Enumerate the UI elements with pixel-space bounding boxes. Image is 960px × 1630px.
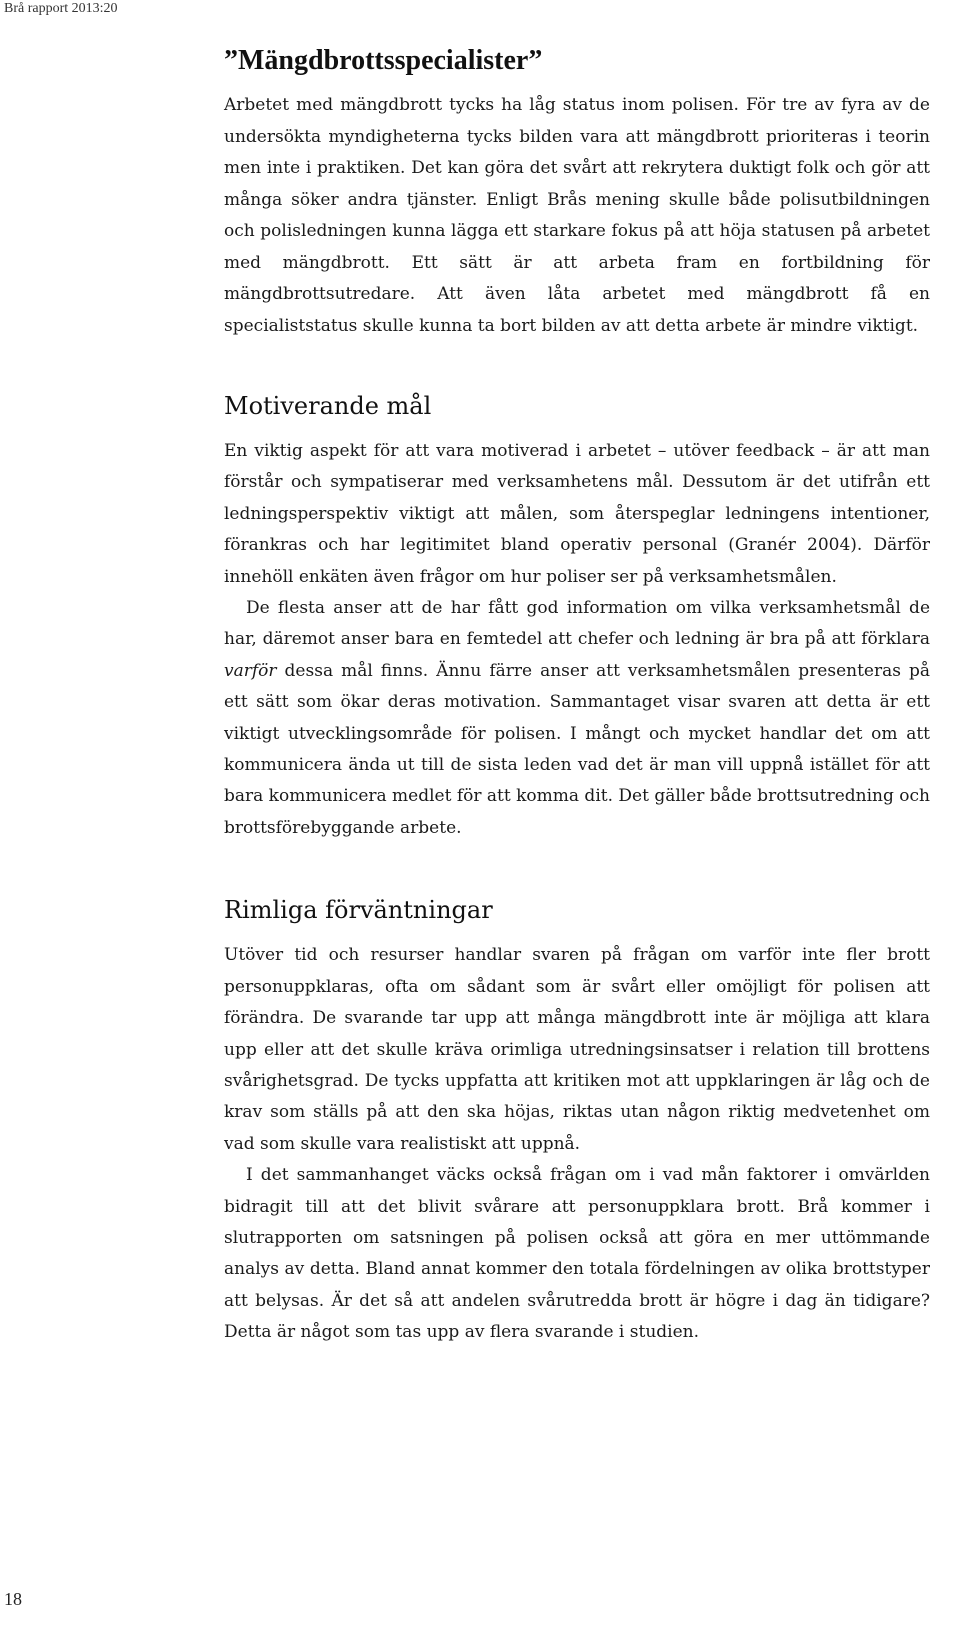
body-paragraph: Arbetet med mängdbrott tycks ha låg status inom polisen. För tre av fyra av de undersökta myndigheterna tycks bilden vara att mängdbrott prioriteras i teorin men inte i praktiken. Det kan göra det svårt att rekrytera duktigt folk och gör att många söker andra tjänster. Enligt Brås mening skulle både polisutbildningen och polisledningen kunna lägga ett starkare fokus på att höja statusen på arbetet med mängdbrott. Ett sätt är att arbeta fram en fortbildning för mängdbrottsutredare. Att även låta arbetet med mängdbrott få en specialiststatus skulle kunna ta bort bilden av att detta arbete är mindre viktigt. xyxy=(224,95,930,336)
section-heading: ”Mängdbrottsspecialister” xyxy=(224,45,543,76)
page-body xyxy=(224,44,930,1349)
page-number: 18 xyxy=(4,1589,22,1609)
section-heading: Motiverande mål xyxy=(224,392,432,420)
section-rimliga-forvantningar xyxy=(224,894,930,1348)
body-paragraph: Utöver tid och resurser handlar svaren på frågan om varför inte fler brott personuppklaras, ofta om sådant som är svårt eller omöjligt för polisen att förändra. De svarande tar upp att många mängdbrott inte är möjliga att klara upp eller att det skulle kräva orimliga utredningsinsatser i relation till brottens svårighetsgrad. De tycks uppfatta att kritiken mot att uppklaringen är låg och de krav som ställs på att den ska höjas, riktas utan någon riktig medvetenhet om vad som skulle vara realistiskt att uppnå. xyxy=(224,945,930,1154)
emphasized-word: varför xyxy=(224,660,277,681)
section-heading: Rimliga förväntningar xyxy=(224,896,493,925)
running-header: Brå rapport 2013:20 xyxy=(4,1,118,16)
body-paragraph xyxy=(224,593,930,844)
paragraph-text: De flesta anser att de har fått god information om vilka verksamhetsmål de har, däremot anser bara en femtedel att chefer och ledning är bra på att förklara xyxy=(224,598,930,650)
section-mangdbrottsspecialister xyxy=(224,44,930,342)
paragraph-text: dessa mål finns. Ännu färre anser att verksamhetsmålen presenteras på ett sätt som ökar deras motivation. Sammantaget visar svaren att detta är ett viktigt utvecklingsområde för polisen. I mångt och mycket handlar det om att kommunicera ända ut till de sista leden vad det är man vill uppnå istället för att bara kommunicera medlet för att komma dit. Det gäller både brottsutredning och brottsförebyggande arbete. xyxy=(224,660,930,838)
body-paragraph: I det sammanhanget väcks också frågan om i vad mån faktorer i omvärlden bidragit till att det blivit svårare att personuppklara brott. Brå kommer i slutrapporten om satsningen på polisen också att göra en mer uttömmande analys av detta. Bland annat kommer den totala fördelningen av olika brottstyper att belysas. Är det så att andelen svårutredda brott är högre i dag än tidigare? Detta är något som tas upp av flera svarande i studien. xyxy=(224,1165,930,1343)
section-motiverande-mal xyxy=(224,390,930,844)
body-paragraph: En viktig aspekt för att vara motiverad i arbetet – utöver feedback – är att man förstår och sympatiserar med verksamhetens mål. Dessutom är det utifrån ett ledningsperspektiv viktigt att målen, som återspeglar ledningens intentioner, förankras och har legitimitet bland operativ personal (Granér 2004). Därför innehöll enkäten även frågor om hur poliser ser på verksamhetsmålen. xyxy=(224,441,930,587)
